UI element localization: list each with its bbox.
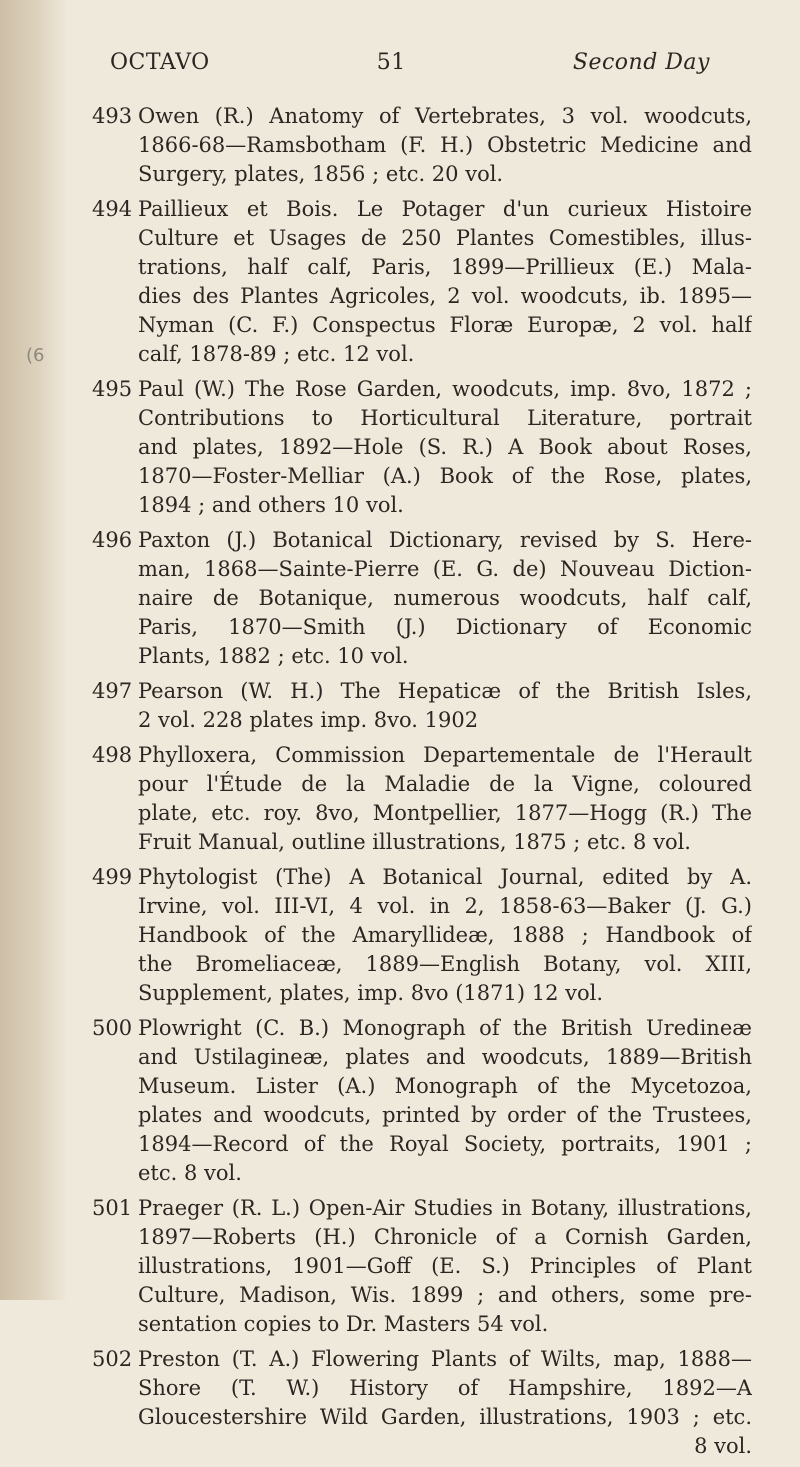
lot-number: 499 bbox=[92, 865, 133, 889]
header-format: OCTAVO bbox=[110, 50, 210, 75]
description-line: 8 vol. bbox=[694, 1434, 752, 1458]
lot-number: 501 bbox=[92, 1196, 133, 1220]
lot-number: 494 bbox=[92, 197, 133, 221]
description-line: pour l'Étude de la Maladie de la Vigne, coloured bbox=[138, 772, 752, 796]
description-line: man, 1868—Sainte-Pierre (E. G. de) Nouveau Diction- bbox=[138, 557, 752, 581]
lot-entry bbox=[92, 526, 752, 671]
description-line: Paillieux et Bois. Le Potager d'un curieux Histoire bbox=[138, 197, 752, 221]
lot-entry bbox=[92, 1345, 752, 1461]
description-line: Phylloxera, Commission Departementale de l'Herault bbox=[138, 743, 752, 767]
description-line: illustrations, 1901—Goff (E. S.) Principles of Plant bbox=[138, 1254, 752, 1278]
description-line: Plowright (C. B.) Monograph of the British Uredineæ bbox=[138, 1016, 752, 1040]
description-line: Fruit Manual, outline illustrations, 1875 ; etc. 8 vol. bbox=[138, 830, 691, 854]
lot-description bbox=[138, 863, 752, 1008]
lot-description bbox=[138, 1345, 752, 1461]
lot-entry bbox=[92, 1194, 752, 1339]
lot-description bbox=[138, 375, 752, 520]
description-line: Gloucestershire Wild Garden, illustrations, 1903 ; etc. bbox=[138, 1405, 752, 1429]
description-line: Shore (T. W.) History of Hampshire, 1892—A bbox=[138, 1376, 752, 1400]
lot-entry bbox=[92, 1014, 752, 1188]
description-line: 1866-68—Ramsbotham (F. H.) Obstetric Medicine and bbox=[138, 133, 752, 157]
lot-entry bbox=[92, 102, 752, 189]
lot-number: 498 bbox=[92, 743, 133, 767]
lot-number: 502 bbox=[92, 1347, 133, 1371]
description-line: Paris, 1870—Smith (J.) Dictionary of Economic bbox=[138, 615, 752, 639]
lot-description bbox=[138, 102, 752, 189]
lot-list bbox=[92, 102, 752, 1467]
lot-number: 497 bbox=[92, 679, 133, 703]
description-line: Plants, 1882 ; etc. 10 vol. bbox=[138, 644, 409, 668]
description-line: Owen (R.) Anatomy of Vertebrates, 3 vol. woodcuts, bbox=[138, 104, 752, 128]
description-line: 2 vol. 228 plates imp. 8vo. 1902 bbox=[138, 708, 479, 732]
page-number: 51 bbox=[376, 50, 406, 75]
lot-number: 493 bbox=[92, 104, 133, 128]
description-line: plate, etc. roy. 8vo, Montpellier, 1877—Hogg (R.) The bbox=[138, 801, 752, 825]
lot-entry bbox=[92, 863, 752, 1008]
lot-description bbox=[138, 741, 752, 857]
lot-description bbox=[138, 1194, 752, 1339]
description-line: 1894—Record of the Royal Society, portraits, 1901 ; bbox=[138, 1132, 752, 1156]
description-line: and Ustilagineæ, plates and woodcuts, 1889—British bbox=[138, 1045, 752, 1069]
description-line: plates and woodcuts, printed by order of the Trustees, bbox=[138, 1103, 752, 1127]
lot-entry bbox=[92, 375, 752, 520]
running-header bbox=[110, 50, 710, 75]
lot-description bbox=[138, 1014, 752, 1188]
lot-description bbox=[138, 526, 752, 671]
description-line: Phytologist (The) A Botanical Journal, edited by A. bbox=[138, 865, 752, 889]
description-line: Culture et Usages de 250 Plantes Comestibles, illus- bbox=[138, 226, 752, 250]
description-line: Handbook of the Amaryllideæ, 1888 ; Handbook of bbox=[138, 923, 752, 947]
description-line: Pearson (W. H.) The Hepaticæ of the British Isles, bbox=[138, 679, 752, 703]
description-line: sentation copies to Dr. Masters 54 vol. bbox=[138, 1312, 549, 1336]
description-line: Museum. Lister (A.) Monograph of the Mycetozoa, bbox=[138, 1074, 752, 1098]
lot-number: 500 bbox=[92, 1016, 133, 1040]
lot-entry bbox=[92, 677, 752, 735]
lot-number: 495 bbox=[92, 377, 133, 401]
description-line: naire de Botanique, numerous woodcuts, half calf, bbox=[138, 586, 752, 610]
lot-entry bbox=[92, 741, 752, 857]
description-line: 1897—Roberts (H.) Chronicle of a Cornish Garden, bbox=[138, 1225, 752, 1249]
page-edge-shadow bbox=[0, 0, 68, 1300]
lot-number: 496 bbox=[92, 528, 133, 552]
description-line: etc. 8 vol. bbox=[138, 1161, 242, 1185]
description-line: Irvine, vol. III-VI, 4 vol. in 2, 1858-63—Baker (J. G.) bbox=[138, 894, 752, 918]
description-line: Contributions to Horticultural Literature, portrait bbox=[138, 406, 752, 430]
description-line: calf, 1878-89 ; etc. 12 vol. bbox=[138, 342, 415, 366]
description-line: Preston (T. A.) Flowering Plants of Wilts, map, 1888— bbox=[138, 1347, 752, 1371]
description-line: Paxton (J.) Botanical Dictionary, revised by S. Here- bbox=[138, 528, 752, 552]
lot-entry bbox=[92, 195, 752, 369]
description-line: and plates, 1892—Hole (S. R.) A Book about Roses, bbox=[138, 435, 752, 459]
description-line: Praeger (R. L.) Open-Air Studies in Botany, illustrations, bbox=[138, 1196, 752, 1220]
description-line: 1870—Foster-Melliar (A.) Book of the Rose, plates, bbox=[138, 464, 752, 488]
description-line: Supplement, plates, imp. 8vo (1871) 12 vol. bbox=[138, 981, 604, 1005]
header-day: Second Day bbox=[572, 50, 710, 75]
description-line: trations, half calf, Paris, 1899—Prillieux (E.) Mala- bbox=[138, 255, 752, 279]
description-line: dies des Plantes Agricoles, 2 vol. woodcuts, ib. 1895— bbox=[138, 284, 752, 308]
pencil-mark: (6 bbox=[26, 345, 45, 366]
lot-description bbox=[138, 677, 752, 735]
description-line: Culture, Madison, Wis. 1899 ; and others, some pre- bbox=[138, 1283, 752, 1307]
lot-description bbox=[138, 195, 752, 369]
description-line: Nyman (C. F.) Conspectus Floræ Europæ, 2 vol. half bbox=[138, 313, 752, 337]
description-line: Paul (W.) The Rose Garden, woodcuts, imp. 8vo, 1872 ; bbox=[138, 377, 752, 401]
description-line: 1894 ; and others 10 vol. bbox=[138, 493, 404, 517]
description-line: the Bromeliaceæ, 1889—English Botany, vol. XIII, bbox=[138, 952, 752, 976]
description-line: Surgery, plates, 1856 ; etc. 20 vol. bbox=[138, 162, 504, 186]
